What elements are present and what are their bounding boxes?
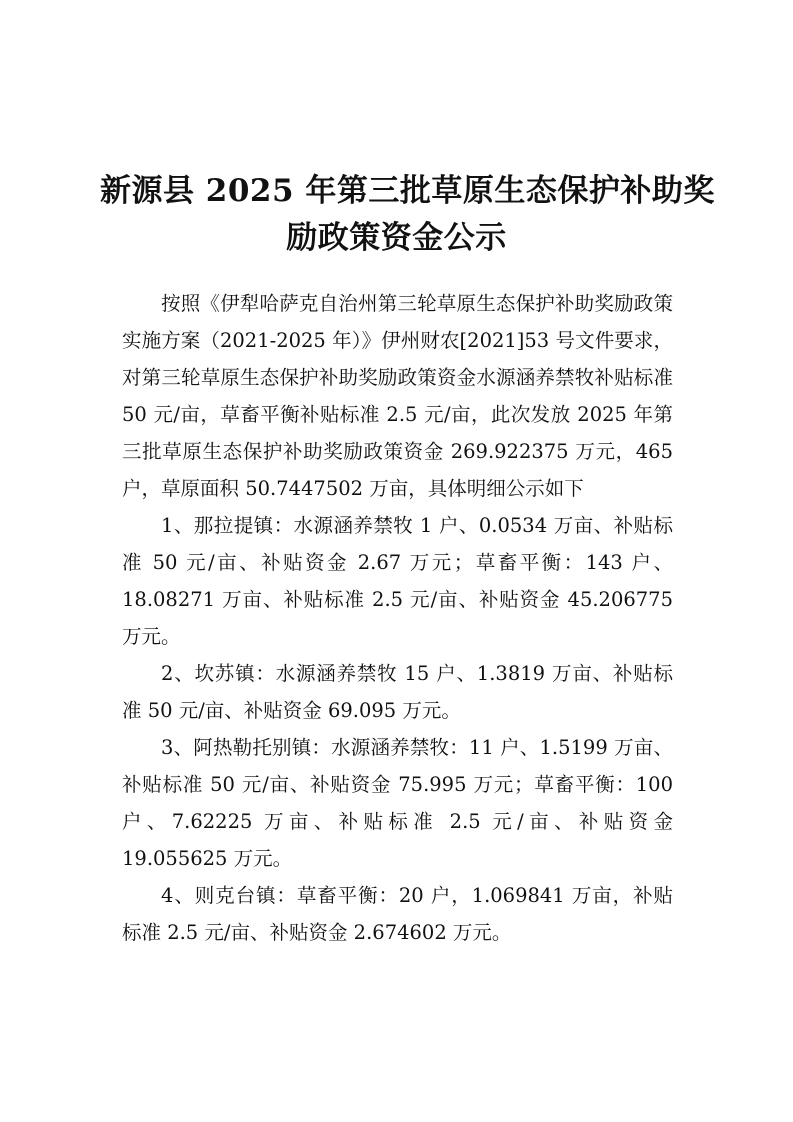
item-paragraph-kansu: 2、坎苏镇：水源涵养禁牧 15 户、1.3819 万亩、补贴标准 50 元/亩、补贴资金 69.095 万元。 — [122, 662, 673, 722]
item-paragraph-zeketai: 4、则克台镇：草畜平衡：20 户，1.069841 万亩，补贴标准 2.5 元/亩、补贴资金 2.674602 万元。 — [122, 884, 673, 944]
item-paragraph-arletuobie: 3、阿热勒托别镇：水源涵养禁牧：11 户、1.5199 万亩、补贴标准 50 元/亩、补贴资金 75.995 万元；草畜平衡：100 户、7.62225 万亩、补贴标准 2.5 元/亩、补贴资金 19.055625 万元。 — [122, 736, 673, 870]
page-title — [100, 168, 715, 262]
title-line-2: 励政策资金公示 — [286, 220, 507, 256]
document-body — [122, 285, 673, 951]
title-line-1: 新源县 2025 年第三批草原生态保护补助奖 — [100, 173, 715, 209]
intro-paragraph: 按照《伊犁哈萨克自治州第三轮草原生态保护补助奖励政策实施方案（2021-2025 年）》伊州财农[2021]53 号文件要求，对第三轮草原生态保护补助奖励政策资金水源涵养禁牧补贴标准 50 元/亩，草畜平衡补贴标准 2.5 元/亩，此次发放 2025 年第三批草原生态保护补助奖励政策资金 269.922375 万元，465 户，草原面积 50.7447502 万亩，具体明细公示如下 — [122, 292, 673, 500]
item-paragraph-nalati: 1、那拉提镇：水源涵养禁牧 1 户、0.0534 万亩、补贴标准 50 元/亩、补贴资金 2.67 万元；草畜平衡：143 户、18.08271 万亩、补贴标准 2.5 元/亩、补贴资金 45.206775 万元。 — [122, 514, 673, 648]
